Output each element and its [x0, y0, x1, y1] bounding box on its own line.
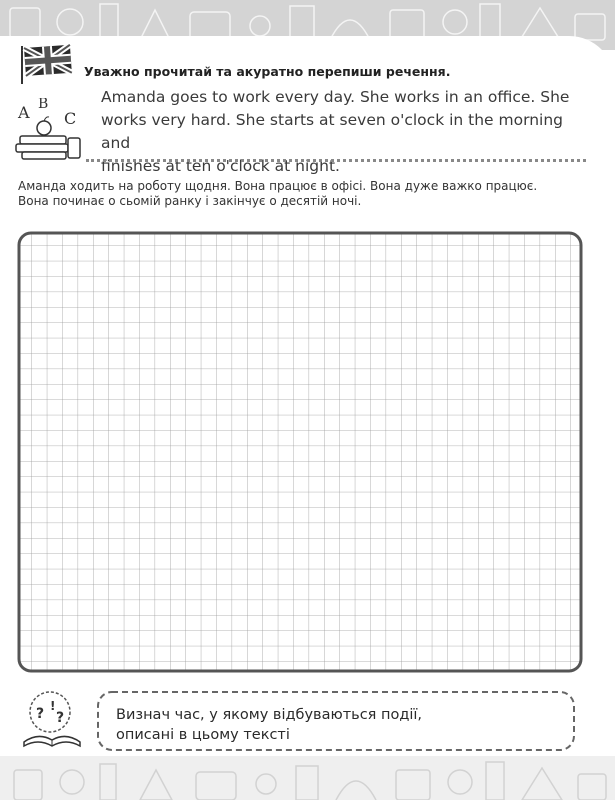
letter-c: C: [64, 109, 77, 128]
letter-b: B: [38, 98, 49, 112]
abc-books-apple-icon: [12, 98, 84, 162]
uk-flag-icon: [18, 44, 74, 84]
dotted-divider: [86, 159, 586, 162]
question-mark: ?: [36, 706, 45, 722]
letter-a: A: [18, 103, 30, 122]
ukrainian-translation: [18, 179, 603, 208]
question-line: Визнач час, у якому відбуваються події,: [116, 707, 423, 723]
english-line: works very hard. She starts at seven o'clock in the morning and: [101, 111, 563, 152]
question-prompt: [116, 705, 566, 745]
question-mark: ?: [56, 710, 65, 726]
bottom-decorative-border: [0, 756, 615, 800]
english-line: finishes at ten o'clock at night.: [101, 157, 340, 175]
ukrainian-line: Аманда ходить на роботу щодня. Вона працює в офісі. Вона дуже важко працює.: [18, 179, 538, 193]
exclamation-mark: !: [50, 699, 56, 713]
city-skyline-pattern: [0, 756, 615, 800]
english-passage: [101, 86, 585, 178]
english-line: Amanda goes to work every day. She works in an office. She: [101, 88, 570, 106]
instruction-heading: Уважно прочитай та акуратно перепиши речення.: [84, 64, 451, 79]
question-line: описані в цьому тексті: [116, 727, 290, 743]
thinking-book-icon: [16, 690, 88, 750]
writing-grid[interactable]: [16, 230, 584, 674]
ukrainian-line: Вона починає о сьомій ранку і закінчує о десятій ночі.: [18, 193, 362, 208]
